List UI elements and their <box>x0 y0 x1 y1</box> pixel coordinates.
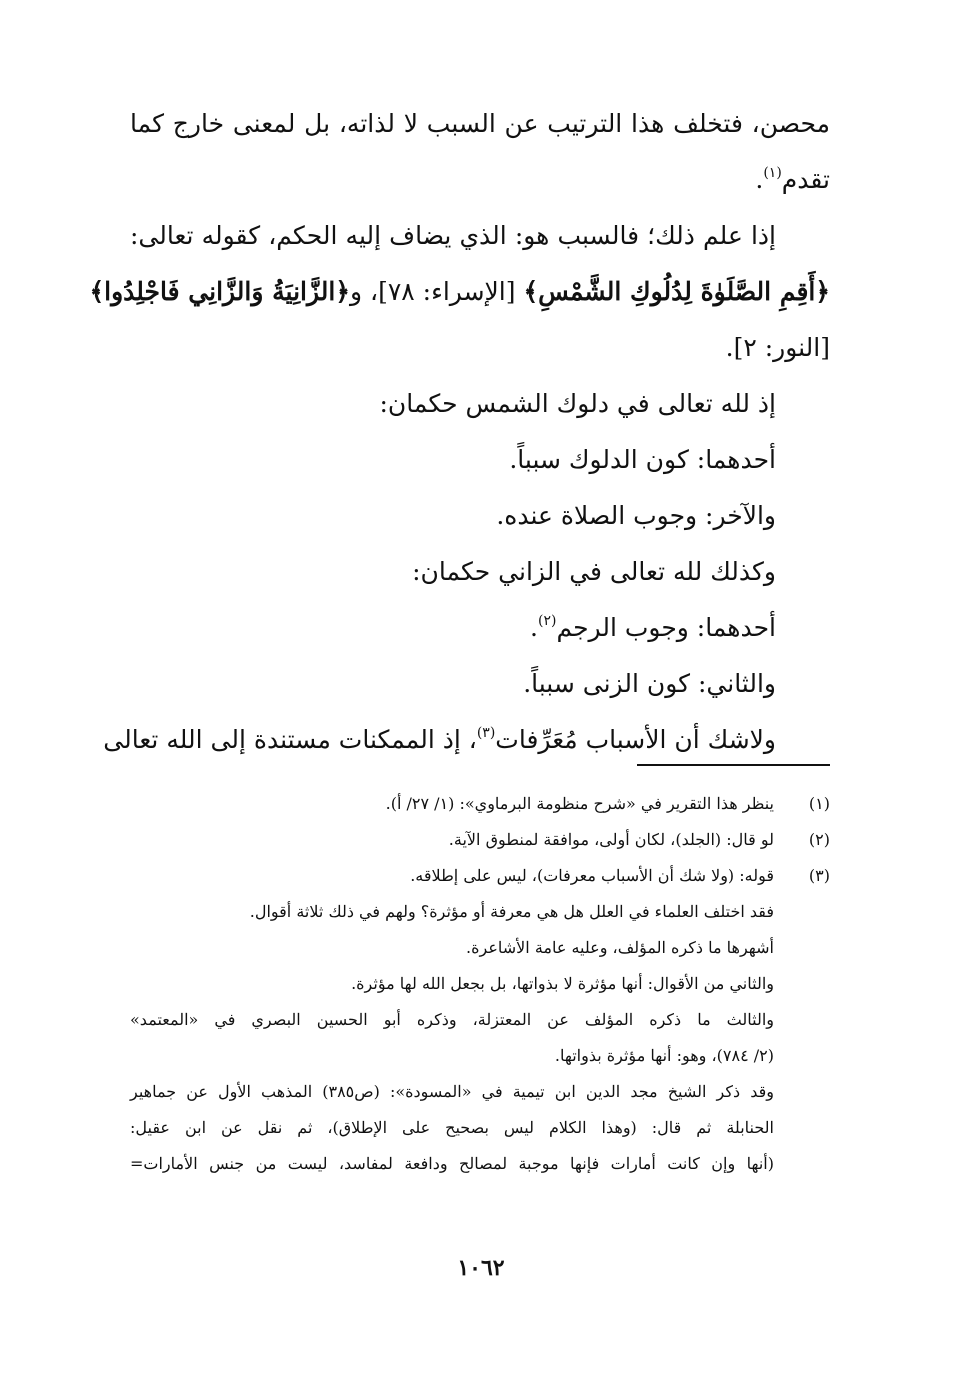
footnote-3-line: والثالث ما ذكره المؤلف عن المعتزلة، وذكره أبو الحسين البصري في «المعتمد» <box>130 1010 774 1029</box>
footnote-3-line: وقد ذكر الشيخ مجد الدين ابن تيمية في «المسودة»: (ص٣٨٥) المذهب الأول عن جماهير <box>130 1082 774 1101</box>
main-line-12-b: ، إذ الممكنات مستندة إلى الله تعالى <box>103 725 477 754</box>
verse-ref-1: [الإسراء: ٧٨]، و <box>350 277 516 306</box>
main-line-3: إذا علم ذلك؛ فالسبب هو: الذي يضاف إليه الحكم، كقوله تعالى: <box>130 221 776 250</box>
footnote-text: لو قال: (الجلد)، لكان أولى، موافقة لمنطوق الآية. <box>448 830 774 849</box>
quran-verse-1: ﴿أَقِمِ الصَّلَوٰةَ لِدُلُوكِ الشَّمْسِ﴾ <box>523 277 830 306</box>
footnote-number: (١) <box>808 794 830 813</box>
footnote-number: (٣) <box>808 866 830 885</box>
main-line-5: [النور: ٢]. <box>725 333 830 362</box>
footnote-3-line: (٢/ ٧٨٤)، وهو: أنها مؤثرة بذواتها. <box>554 1046 774 1065</box>
main-line-4 <box>89 264 830 320</box>
main-line-10-end: . <box>530 613 538 642</box>
main-line-9: وكذلك لله تعالى في الزاني حكمان: <box>412 557 776 586</box>
footnote-ref-2: (٢) <box>538 613 557 629</box>
main-text <box>89 96 830 768</box>
footnote-2 <box>130 822 830 858</box>
footnote-3-line: أشهرها ما ذكره المؤلف، وعليه عامة الأشاعرة. <box>466 938 774 957</box>
footnote-text: قوله: (ولا شك أن الأسباب معرفات)، ليس على إطلاقه. <box>410 866 774 885</box>
main-line-1: محصن، فتخلف هذا الترتيب عن السبب لا لذاته، بل لمعنى خارج كما <box>130 109 830 138</box>
main-line-12 <box>103 712 830 768</box>
main-line-2-text: تقدم <box>781 165 830 194</box>
footnote-3-line: والثاني من الأقوال: أنها مؤثرة لا بذواتها، بل بجعل الله لها مؤثرة. <box>351 974 774 993</box>
footnote-separator <box>637 764 830 766</box>
main-line-10 <box>130 600 830 656</box>
footnote-3-line: الحنابلة ثم قال: (وهذا الكلام ليس بصحيح على الإطلاق)، ثم نقل عن ابن عقيل: <box>130 1118 774 1137</box>
footnote-ref-3: (٣) <box>476 725 496 741</box>
footnote-3 <box>130 858 830 894</box>
main-line-10-text: أحدهما: وجوب الرجم <box>556 613 776 642</box>
footnote-3-line: (أنها وإن كانت أمارات فإنها موجبة لمصالح ودافعة لمفاسد، ليست من جنس الأمارات= <box>130 1154 774 1173</box>
main-line-7: أحدهما: كون الدلوك سبباً. <box>509 445 776 474</box>
footnote-number: (٢) <box>808 830 830 849</box>
main-line-6: إذ لله تعالى في دلوك الشمس حكمان: <box>379 389 776 418</box>
footnote-text: ينظر هذا التقرير في «شرح منظومة البرماوي»: (١/ ٢٧/ أ). <box>385 794 774 813</box>
main-line-2-end: . <box>755 165 764 194</box>
main-line-11: والثاني: كون الزنى سبباً. <box>523 669 776 698</box>
main-line-12-a: ولاشك أن الأسباب مُعَرِّفات <box>495 725 776 754</box>
page-number: ١٠٦٢ <box>457 1255 505 1281</box>
main-line-2 <box>130 152 830 208</box>
footnotes <box>130 786 830 1182</box>
footnote-3-line: فقد اختلف العلماء في العلل هل هي معرفة أو مؤثرة؟ ولهم في ذلك ثلاثة أقوال. <box>249 902 774 921</box>
quran-verse-2: ﴿الزَّانِيَةُ وَالزَّانِي فَاجْلِدُوا﴾ <box>89 277 351 306</box>
footnote-ref-1: (١) <box>763 165 782 181</box>
main-line-8: والآخر: وجوب الصلاة عنده. <box>496 501 776 530</box>
footnote-1 <box>130 786 830 822</box>
